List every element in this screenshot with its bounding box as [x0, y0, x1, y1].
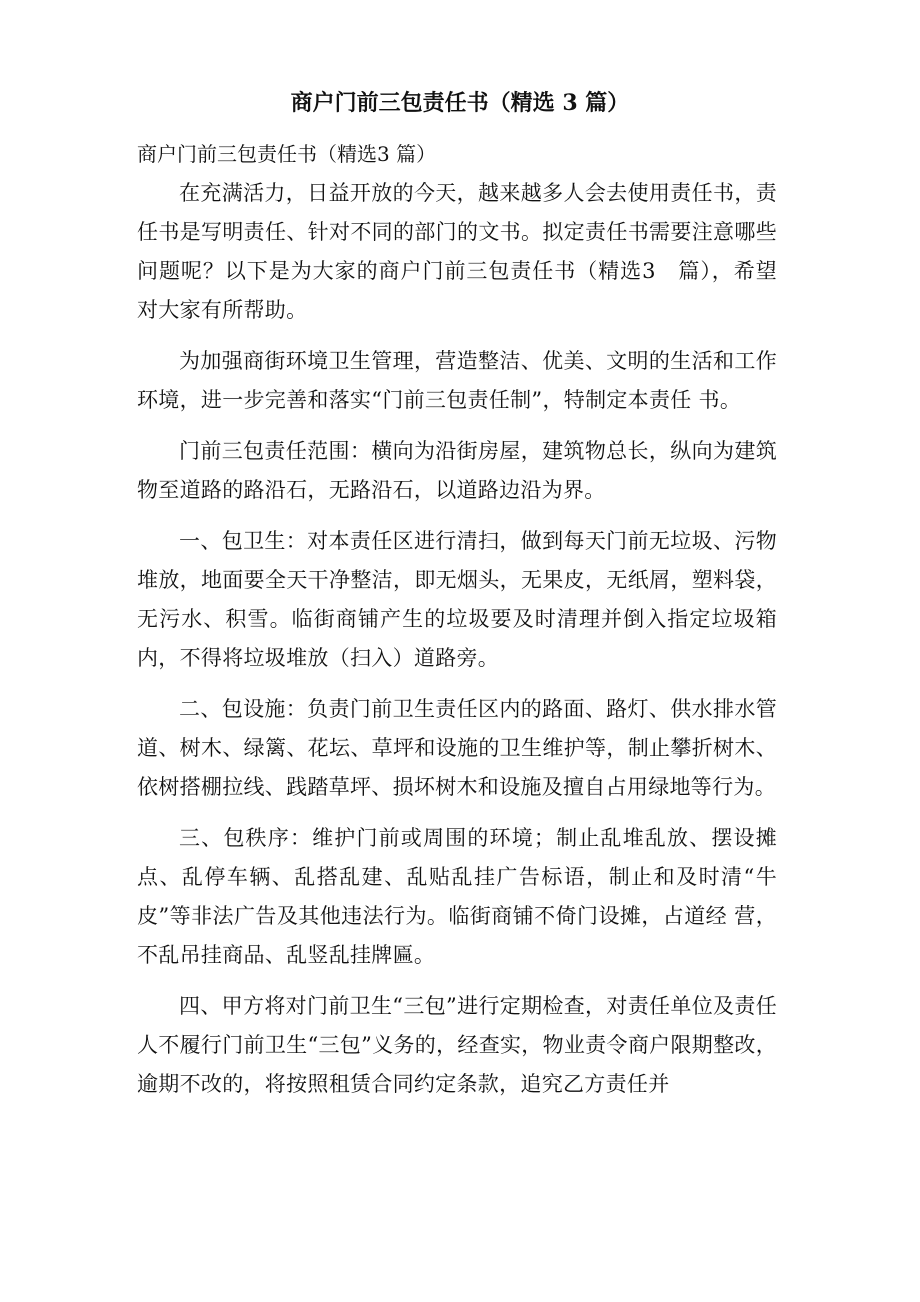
paragraph-sanitation: 一、包卫生：对本责任区进行清扫，做到每天门前无垃圾、污物堆放，地面要全天干净整洁，即无烟头，无果皮，无纸屑，塑料袋，无污水、积雪。临街商铺产生的垃圾要及时清理并倒入指定垃圾箱内，不得将垃圾堆放（扫入）道路旁。	[137, 529, 777, 670]
paragraph-scope: 门前三包责任范围：横向为沿街房屋，建筑物总长，纵向为建筑物至道路的路沿石，无路沿石，以道路边沿为界。	[137, 439, 777, 502]
paragraph-purpose: 为加强商街环境卫生管理，营造整洁、优美、文明的生活和工作环境，进一步完善和落实“门前三包责任制”，特制定本责任 书。	[137, 349, 777, 412]
document-title: 商户门前三包责任书（精选 3 篇）	[290, 90, 630, 116]
paragraph-order: 三、包秩序：维护门前或周围的环境；制止乱堆乱放、摆设摊点、乱停车辆、乱搭乱建、乱贴乱挂广告标语，制止和及时清“牛皮”等非法广告及其他违法行为。临街商铺不倚门设摊，占道经 营，不乱吊挂商品、乱竖乱挂牌匾。	[137, 826, 777, 967]
paragraph-facilities: 二、包设施：负责门前卫生责任区内的路面、路灯、供水排水管道、树木、绿篱、花坛、草坪和设施的卫生维护等，制止攀折树木、依树搭棚拉线、践踏草坪、损坏树木和设施及擅自占用绿地等行为。	[137, 697, 777, 799]
document-body	[137, 174, 777, 1116]
document-subtitle: 商户门前三包责任书（精选3 篇）	[137, 142, 437, 166]
paragraph-inspection: 四、甲方将对门前卫生“三包”进行定期检查，对责任单位及责任人不履行门前卫生“三包”义务的，经查实，物业责令商户限期整改，逾期不改的，将按照租赁合同约定条款，追究乙方责任并	[137, 994, 777, 1096]
paragraph-intro: 在充满活力，日益开放的今天，越来越多人会去使用责任书，责任书是写明责任、针对不同的部门的文书。拟定责任书需要注意哪些问题呢？以下是为大家的商户门前三包责任书（精选3 篇），希望对大家有所帮助。	[137, 181, 777, 322]
